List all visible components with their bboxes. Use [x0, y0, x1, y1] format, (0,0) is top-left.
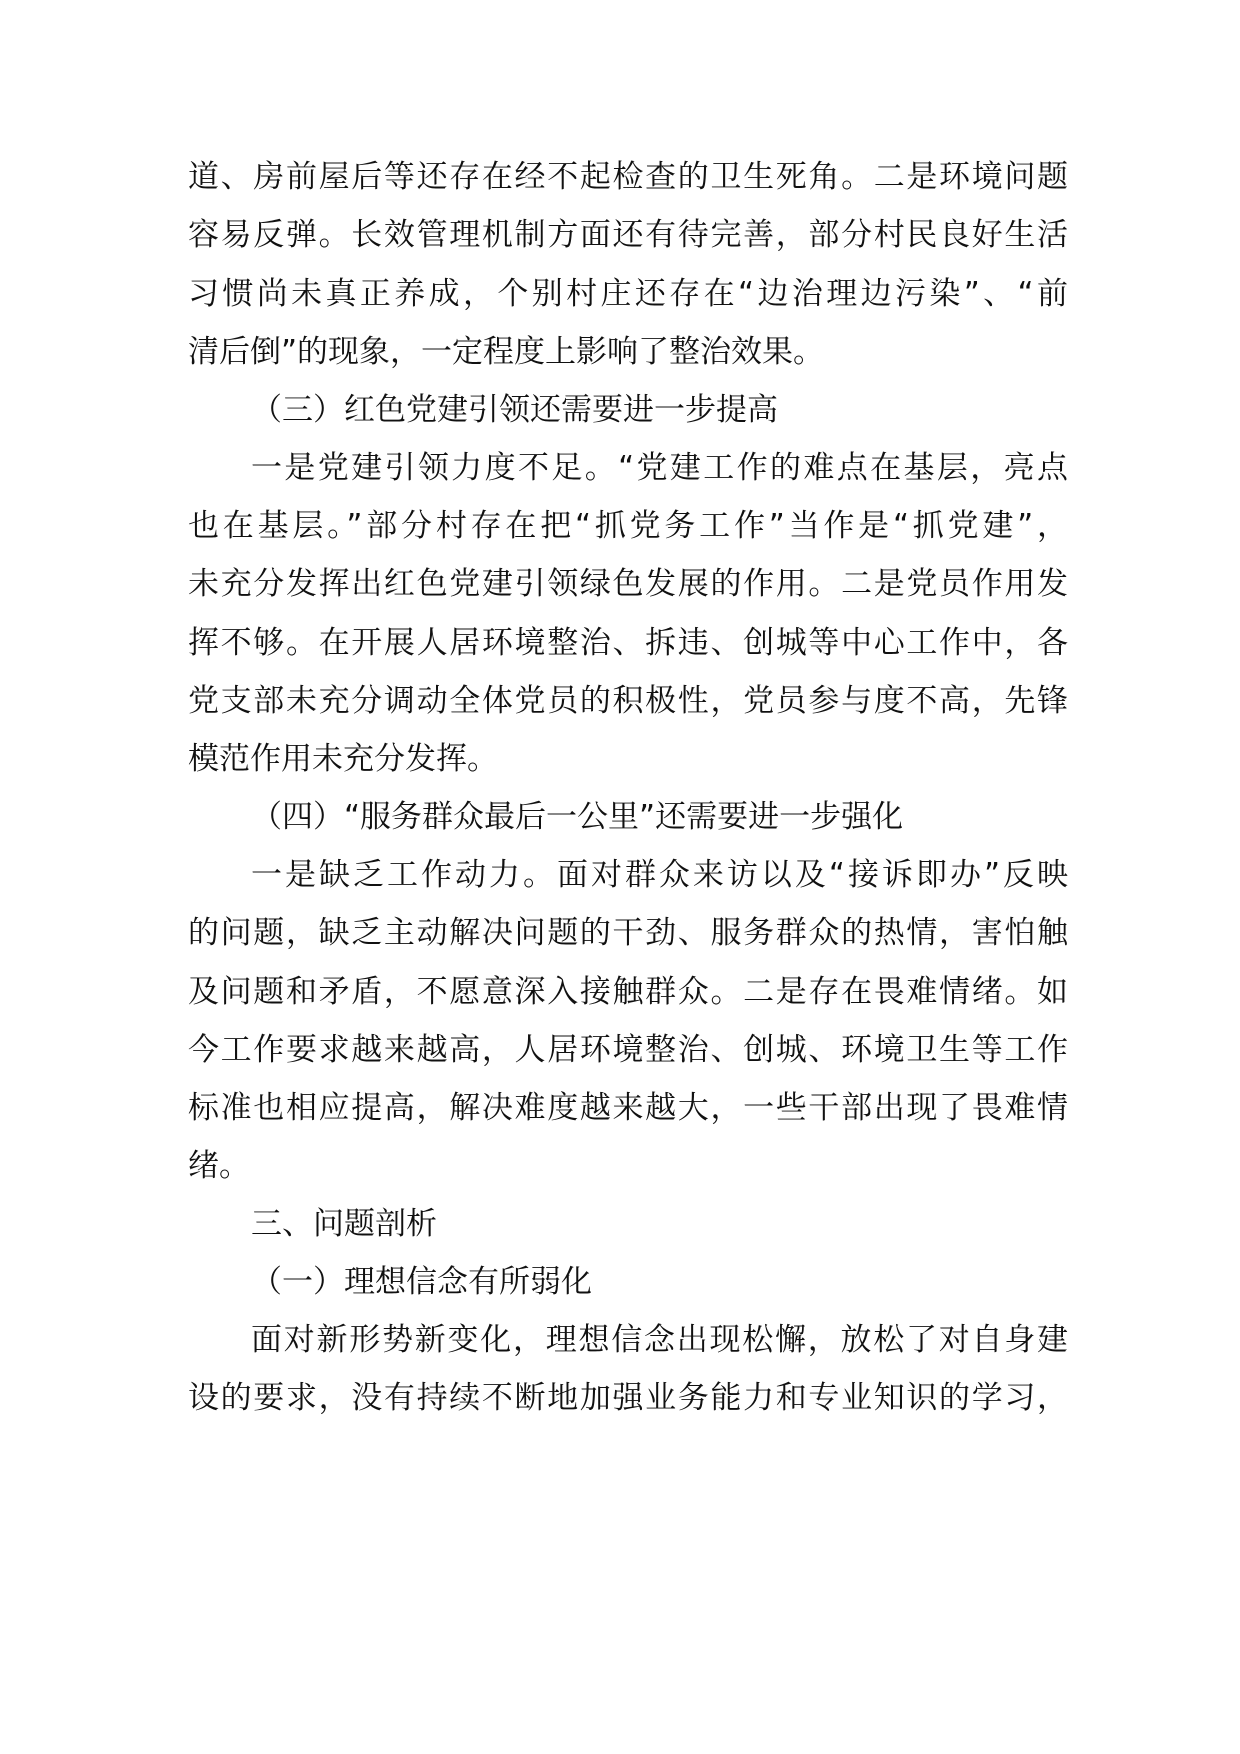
section-heading: 三、问题剖析 — [251, 1206, 437, 1242]
text-line: 绪。 — [188, 1148, 250, 1184]
text-line: 一是党建引领力度不足。“党建工作的难点在基层，亮点 — [251, 450, 1068, 486]
text-line: 未充分发挥出红色党建引领绿色发展的作用。二是党员作用发 — [188, 566, 1068, 602]
text-line: 容易反弹。长效管理机制方面还有待完善，部分村民良好生活 — [188, 217, 1068, 253]
text-line: 模范作用未充分发挥。 — [188, 741, 498, 777]
text-line: 党支部未充分调动全体党员的积极性，党员参与度不高，先锋 — [188, 683, 1068, 719]
text-line: 今工作要求越来越高，人居环境整治、创城、环境卫生等工作 — [188, 1032, 1068, 1068]
text-line: 设的要求，没有持续不断地加强业务能力和专业知识的学习， — [188, 1380, 1068, 1416]
section-heading: （四）“服务群众最后一公里”还需要进一步强化 — [251, 799, 904, 835]
section-heading: （一）理想信念有所弱化 — [251, 1264, 592, 1300]
section-heading: （三）红色党建引领还需要进一步提高 — [251, 392, 778, 428]
text-line: 也在基层。”部分村存在把“抓党务工作”当作是“抓党建”， — [188, 508, 1068, 544]
text-line: 标准也相应提高，解决难度越来越大，一些干部出现了畏难情 — [188, 1090, 1068, 1126]
text-line: 挥不够。在开展人居环境整治、拆违、创城等中心工作中，各 — [188, 625, 1068, 661]
text-line: 面对新形势新变化，理想信念出现松懈，放松了对自身建 — [251, 1322, 1068, 1358]
text-line: 的问题，缺乏主动解决问题的干劲、服务群众的热情，害怕触 — [188, 915, 1068, 951]
text-line: 习惯尚未真正养成，个别村庄还存在“边治理边污染”、“前 — [188, 276, 1068, 312]
text-line: 道、房前屋后等还存在经不起检查的卫生死角。二是环境问题 — [188, 159, 1068, 195]
text-line: 清后倒”的现象，一定程度上影响了整治效果。 — [188, 334, 825, 370]
text-line: 一是缺乏工作动力。面对群众来访以及“接诉即办”反映 — [251, 857, 1068, 893]
text-line: 及问题和矛盾，不愿意深入接触群众。二是存在畏难情绪。如 — [188, 974, 1068, 1010]
